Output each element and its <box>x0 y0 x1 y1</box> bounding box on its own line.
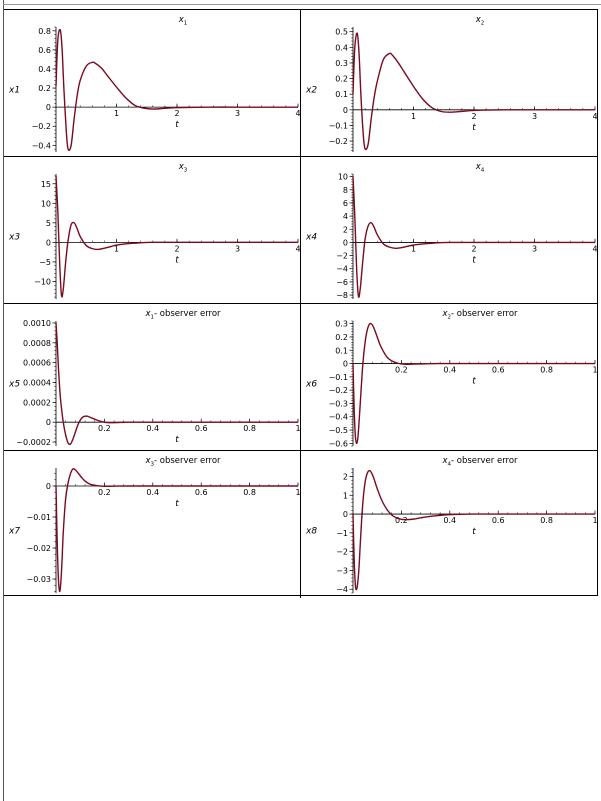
series-line <box>56 323 301 444</box>
y-tick-label: 5 <box>45 218 51 228</box>
y-tick-label: 10 <box>337 172 348 182</box>
y-tick-label: 0.2 <box>335 74 348 84</box>
chart-title-subscript: 3 <box>150 461 154 468</box>
y-tick-label: 0.0008 <box>23 338 51 348</box>
y-tick-label: 0.0002 <box>23 398 51 408</box>
chart-title-suffix: - observer error <box>450 309 518 319</box>
x-tick-label: 3 <box>234 109 241 119</box>
page-top-rule <box>3 4 601 5</box>
y-tick-label: 2 <box>342 472 348 482</box>
plot-grid <box>4 9 598 596</box>
plot-cell-3 <box>4 157 301 304</box>
chart-title-main: x <box>145 456 151 466</box>
y-tick-label: 10 <box>40 199 51 209</box>
y-tick-label: −0.01 <box>26 513 51 523</box>
plot-cell-2 <box>301 10 598 157</box>
y-tick-label: −0.2 <box>328 386 348 396</box>
x-tick-label: 0.4 <box>443 516 457 526</box>
y-tick-label: −6 <box>336 277 348 287</box>
y-axis-label: x8 <box>306 526 318 537</box>
y-tick-label: −4 <box>336 585 348 595</box>
chart-title-main: x <box>442 456 448 466</box>
x-tick-label: 0.2 <box>98 487 111 497</box>
x-tick-label: 2 <box>471 244 477 254</box>
y-axis-label: x5 <box>9 379 21 390</box>
y-tick-label: 0.2 <box>38 84 51 94</box>
chart-title-subscript: 4 <box>447 461 451 468</box>
x-axis-label: t <box>175 255 179 266</box>
series-line <box>56 469 301 592</box>
chart-title <box>441 309 518 321</box>
chart-title-main: x <box>475 162 481 172</box>
y-axis-label: x7 <box>9 526 21 537</box>
chart-title-suffix: - observer error <box>153 456 221 466</box>
x-tick-label: 3 <box>234 244 241 254</box>
chart-title-main: x <box>178 15 184 25</box>
y-tick-label: −4 <box>336 264 348 274</box>
y-tick-label: −0.2 <box>328 137 348 147</box>
y-tick-label: 0.8 <box>38 26 51 36</box>
x-tick-label: 0.2 <box>395 516 408 526</box>
y-tick-label: 0 <box>342 510 348 520</box>
y-tick-label: 0.6 <box>38 45 51 55</box>
x-tick-label: 1 <box>295 424 301 434</box>
x-tick-label: 0.8 <box>243 424 256 434</box>
chart-title-subscript: 1 <box>183 20 188 27</box>
x-tick-label: 2 <box>174 244 180 254</box>
y-axis-label: x6 <box>306 379 318 390</box>
y-tick-label: −5 <box>39 257 51 267</box>
x-tick-label: 0.8 <box>243 487 256 497</box>
y-tick-label: 0.0010 <box>23 318 51 328</box>
x-tick-label: 0.6 <box>491 365 505 375</box>
y-tick-label: −8 <box>336 291 348 301</box>
x-axis-label: t <box>472 122 476 133</box>
y-tick-label: −1 <box>336 528 348 538</box>
x-axis-label: t <box>175 120 179 131</box>
y-tick-label: 15 <box>40 179 51 189</box>
x-tick-label: 3 <box>531 111 538 121</box>
chart-title <box>144 456 221 468</box>
chart-title <box>178 15 188 27</box>
y-tick-label: −0.1 <box>328 121 348 131</box>
chart-title-main: x <box>442 309 448 319</box>
x-tick-label: 1 <box>113 109 120 119</box>
chart-title <box>178 162 188 174</box>
x-tick-label: 1 <box>592 516 598 526</box>
plot-2 <box>301 10 598 157</box>
y-axis-label: x1 <box>9 85 21 96</box>
x-tick-label: 0.4 <box>146 424 160 434</box>
y-tick-label: −0.4 <box>31 141 51 151</box>
series-line <box>353 177 598 298</box>
y-tick-label: 0.3 <box>335 319 348 329</box>
x-tick-label: 4 <box>592 111 598 121</box>
plot-cell-1 <box>4 10 301 157</box>
plot-1 <box>4 10 301 157</box>
y-tick-label: 0 <box>45 481 51 491</box>
y-tick-label: −10 <box>34 277 51 287</box>
plot-cell-8 <box>301 451 598 598</box>
y-tick-label: 4 <box>342 212 348 222</box>
x-tick-label: 4 <box>592 244 598 254</box>
y-tick-label: 0 <box>45 418 51 428</box>
x-tick-label: 4 <box>295 109 301 119</box>
x-tick-label: 0.8 <box>540 365 553 375</box>
x-axis-label: t <box>175 498 179 509</box>
chart-title-suffix: - observer error <box>450 456 518 466</box>
plot-5 <box>4 304 301 451</box>
x-axis-label: t <box>472 255 476 266</box>
x-axis-label: t <box>175 435 179 446</box>
y-tick-label: 0.2 <box>335 332 348 342</box>
x-axis-label: t <box>472 376 476 387</box>
x-tick-label: 0.2 <box>98 424 111 434</box>
y-tick-label: −0.3 <box>328 399 348 409</box>
x-tick-label: 1 <box>410 244 417 254</box>
y-tick-label: 0 <box>45 103 51 113</box>
chart-title <box>475 162 485 174</box>
chart-title-subscript: 1 <box>150 314 154 321</box>
y-tick-label: 0 <box>342 105 348 115</box>
chart-title <box>144 309 221 321</box>
y-tick-label: −3 <box>336 566 348 576</box>
plot-8 <box>301 451 598 598</box>
x-tick-label: 3 <box>531 244 538 254</box>
chart-title-suffix: - observer error <box>153 309 221 319</box>
y-tick-label: 0.0006 <box>23 358 51 368</box>
x-tick-label: 0.6 <box>491 516 505 526</box>
y-tick-label: 0.1 <box>335 90 348 100</box>
y-axis-label: x3 <box>9 232 21 243</box>
y-tick-label: −0.0002 <box>16 438 51 448</box>
chart-title-subscript: 4 <box>480 167 485 174</box>
x-tick-label: 0.6 <box>194 487 208 497</box>
y-tick-label: 0.3 <box>335 58 348 68</box>
plot-3 <box>4 157 301 304</box>
y-axis-label: x4 <box>306 232 318 243</box>
y-tick-label: −0.4 <box>328 412 348 422</box>
x-tick-label: 0.6 <box>194 424 208 434</box>
chart-title-subscript: 2 <box>480 20 485 27</box>
x-tick-label: 4 <box>295 244 301 254</box>
x-tick-label: 1 <box>592 365 598 375</box>
series-line <box>56 176 301 297</box>
y-tick-label: 2 <box>342 225 348 235</box>
y-tick-label: 0.4 <box>335 43 348 53</box>
x-tick-label: 1 <box>410 111 417 121</box>
y-tick-label: −0.5 <box>328 426 348 436</box>
y-tick-label: 0 <box>342 359 348 369</box>
plot-6 <box>301 304 598 451</box>
chart-title-main: x <box>178 162 184 172</box>
plot-cell-7 <box>4 451 301 598</box>
chart-title-main: x <box>475 15 481 25</box>
y-tick-label: 8 <box>342 185 348 195</box>
plot-4 <box>301 157 598 304</box>
y-tick-label: −2 <box>336 251 348 261</box>
x-tick-label: 0.8 <box>540 516 553 526</box>
y-tick-label: 0.1 <box>335 346 348 356</box>
plot-cell-6 <box>301 304 598 451</box>
x-tick-label: 2 <box>471 111 477 121</box>
y-tick-label: −0.2 <box>31 122 51 132</box>
y-tick-label: 6 <box>342 198 348 208</box>
y-tick-label: −0.03 <box>26 575 51 585</box>
x-tick-label: 0.4 <box>443 365 457 375</box>
x-tick-label: 1 <box>295 487 301 497</box>
chart-title-subscript: 2 <box>447 314 451 321</box>
x-tick-label: 2 <box>174 109 180 119</box>
x-axis-label: t <box>472 527 476 538</box>
chart-title-main: x <box>145 309 151 319</box>
chart-title <box>475 15 485 27</box>
y-tick-label: 0 <box>45 238 51 248</box>
x-tick-label: 1 <box>113 244 120 254</box>
series-line <box>56 30 301 151</box>
x-tick-label: 0.2 <box>395 365 408 375</box>
y-tick-label: −0.6 <box>328 439 348 449</box>
x-tick-label: 0.4 <box>146 487 160 497</box>
plot-7 <box>4 451 301 598</box>
chart-title-subscript: 3 <box>183 167 188 174</box>
plot-cell-5 <box>4 304 301 451</box>
y-tick-label: −0.1 <box>328 372 348 382</box>
chart-title <box>441 456 518 468</box>
y-tick-label: −2 <box>336 547 348 557</box>
y-tick-label: −0.02 <box>26 544 51 554</box>
y-tick-label: 1 <box>342 491 348 501</box>
y-tick-label: 0.4 <box>38 64 51 74</box>
y-axis-label: x2 <box>306 85 318 96</box>
y-tick-label: 0.5 <box>335 27 348 37</box>
y-tick-label: 0.0004 <box>23 378 51 388</box>
y-tick-label: 0 <box>342 238 348 248</box>
plot-cell-4 <box>301 157 598 304</box>
